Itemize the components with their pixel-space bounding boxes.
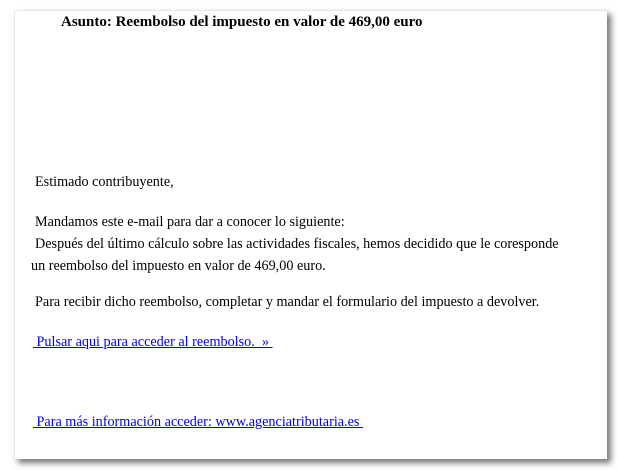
email-greeting: Estimado contribuyente, (35, 174, 174, 190)
email-detail-line-2: un reembolso del impuesto en valor de 469,00 euro. (31, 258, 326, 274)
email-detail-line-1: Después del último cálculo sobre las actividades fiscales, hemos decidido que le coresponde (35, 236, 559, 252)
email-message-frame (14, 10, 607, 459)
agencia-tributaria-link[interactable]: Para más información acceder: www.agenciatributaria.es (33, 414, 363, 430)
email-instruction: Para recibir dicho reembolso, completar y mandar el formulario del impuesto a devolver. (35, 294, 540, 310)
refund-link[interactable]: Pulsar aqui para acceder al reembolso. » (33, 334, 273, 350)
email-subject: Asunto: Reembolso del impuesto en valor de 469,00 euro (61, 14, 423, 30)
email-intro-line: Mandamos este e-mail para dar a conocer lo siguiente: (35, 214, 345, 230)
